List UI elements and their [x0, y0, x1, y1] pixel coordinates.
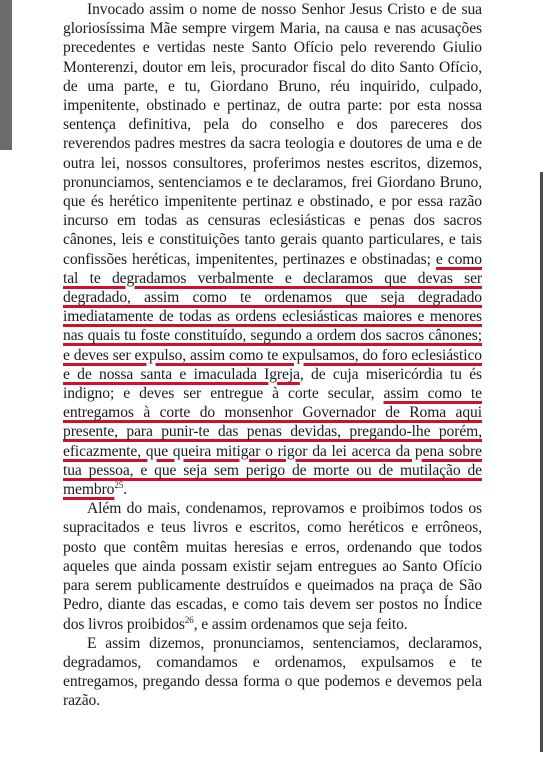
- footnote-marker-25: 25: [114, 479, 124, 490]
- scan-shadow-left: [0, 0, 12, 150]
- paragraph-sentence: [63, 0, 482, 499]
- books-text-before: Além do mais, condenamos, reprovamos e proibimos todos os supracitados e teus livros e escritos, como heréticos e errôneos, posto que contêm muitas heresias e erros, ordenando que todos aqueles que ainda possam existir sejam entregues ao Santo Ofício para serem publicamente destruídos e queimados na praça de São Pedro, diante das escadas, e como tais devem ser postos no Índice dos livros proibidos: [63, 500, 482, 633]
- sentence-text-before: Invocado assim o nome de nosso Senhor Jesus Cristo e de sua gloriosíssima Mãe sempre virgem Maria, na causa e nas acusações precedentes e vertidas neste Santo Ofício pelo reverendo Giulio Monterenzi, doutor em leis, procurador fiscal do dito Santo Ofício, de uma parte, e tu, Giordano Bruno, réu inquirido, culpado, impenitente, obstinado e pertinaz, de outra parte: por esta nossa sentença definitiva, pela do conselho e dos pareceres dos reverendos padres mestres da sacra teologia e doutores de uma e de outra lei, nossos consultores, proferimos nestes escritos, dizemos, pronunciamos, sentenciamos e te declaramos, frei Giordano Bruno, que és herético impenitente pertinaz e obstinado, e por essa razão incurso em todas as censuras eclesiásticas e penas dos sacros cânones, leis e constituições tanto gerais quanto particulares, e tais confissões heréticas, impenitentes, pertinazes e obstinadas;: [63, 1, 482, 268]
- book-page: [63, 0, 482, 711]
- closing-text: E assim dizemos, pronunciamos, sentenciamos, declaramos, degradamos, comandamos e ordenamos, expulsamos e te entregamos, pregando dessa forma o que podemos e devemos pela razão.: [63, 634, 482, 710]
- paragraph-books-condemned: [63, 499, 482, 633]
- sentence-text-after: .: [123, 481, 127, 499]
- scan-shadow-right: [540, 172, 543, 752]
- footnote-marker-26: 26: [184, 614, 194, 625]
- highlight-secular-court: assim como te entregamos à corte do monsenhor Governador de Roma aqui presente, para punir-te das penas devidas, pregando-lhe porém, eficazmente, que queira mitigar o rigor da lei acerca da pena sobre tua pessoa, e que seja sem perigo de morte ou de mutilação de membro: [63, 385, 482, 499]
- highlight-degradation: e como tal te degradamos verbalmente e declaramos que devas ser degradado, assim como te ordenamos que seja degradado imediatamente de todas as ordens eclesiásticas maiores e menores nas quais tu foste constituído, segundo a ordem dos sacros cânones; e deves ser expulso, assim como te expulsamos, do foro eclesiástico e de nossa santa e imaculada Igreja: [63, 250, 482, 383]
- books-text-after: , e assim ordenamos que seja feito.: [193, 615, 408, 633]
- sentence-text-middle: , de cuja misericórdia tu és indigno; e deves ser entregue à corte secular,: [63, 365, 482, 403]
- paragraph-closing: [63, 634, 482, 711]
